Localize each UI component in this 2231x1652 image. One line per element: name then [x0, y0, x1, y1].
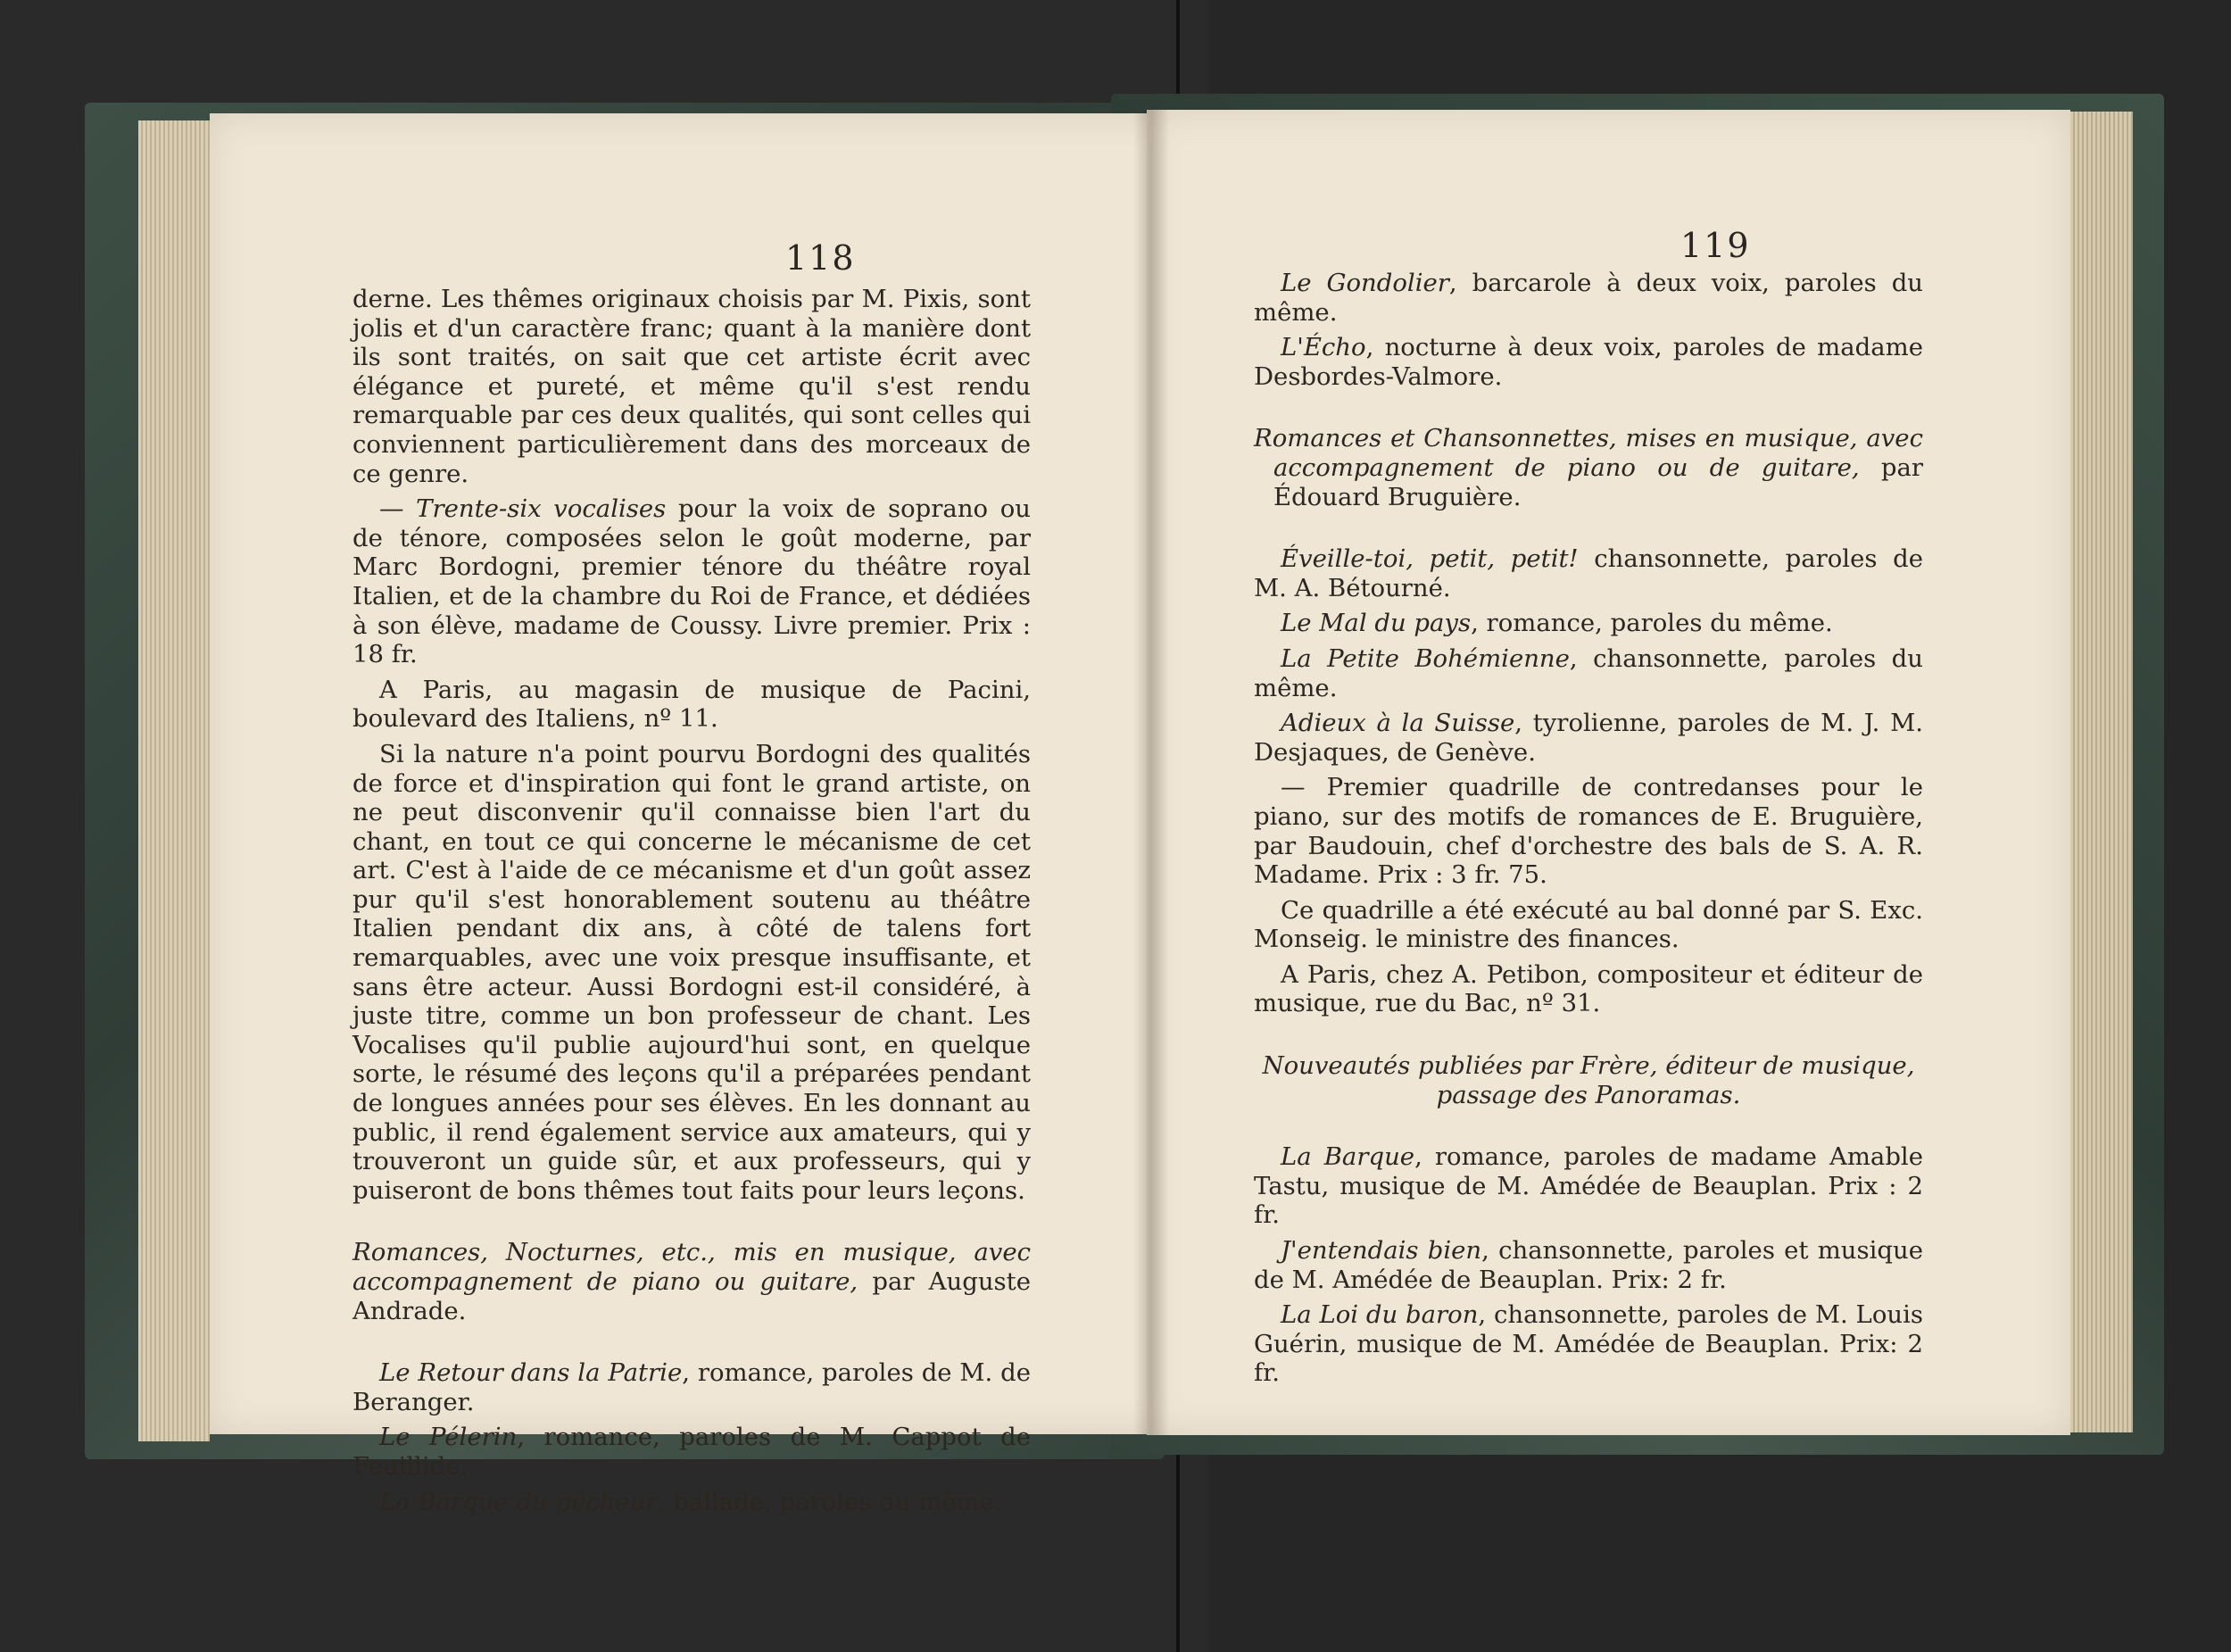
- page-number: 119: [1680, 226, 1751, 265]
- paragraph: J'entendais bien, chansonnette, paroles et musique de M. Amédée de Beauplan. Prix: 2 fr.: [1254, 1236, 1924, 1294]
- paragraph: A Paris, chez A. Petibon, compositeur et éditeur de musique, rue du Bac, nº 31.: [1254, 959, 1923, 1018]
- paragraph: La Barque, romance, paroles de madame Amable Tastu, musique de M. Amédée de Beauplan. Prix : 2 fr.: [1254, 1142, 1923, 1230]
- right-page: [1147, 110, 2070, 1435]
- paragraph: Si la nature n'a point pourvu Bordogni des qualités de force et d'inspiration qui font le grand artiste, on ne peut disconvenir qu'il connaisse bien l'art du chant, en tout ce qui concerne le mécanisme de cet art. C'est à l'aide de ce mécanisme et d'un goût assez pur qu'il s'est honorablement soutenu au théâtre Italien pendant dix ans, à côté de talens fort remarquables, avec une voix presque insuffisante, et sans être acteur. Aussi Bordogni est-il considéré, à juste titre, comme un bon professeur de chant. Les Vocalises qu'il publie aujourd'hui sont, en quelque sorte, le résumé des leçons qu'il a préparées pendant de longues années pour ses élèves. En les donnant au public, il rend également service aux amateurs, qui y trouveront un guide sûr, et aux professeurs, qui y puiseront de bons thêmes tout faits pour leurs leçons.: [352, 739, 1031, 1205]
- right-page-text: [1254, 269, 1923, 1394]
- paragraph: La Loi du baron, chansonnette, paroles de M. Louis Guérin, musique de M. Amédée de Beauplan. Prix: 2 fr.: [1254, 1300, 1923, 1388]
- page-number: 118: [785, 238, 856, 278]
- paragraph: Romances et Chansonnettes, mises en musique, avec accompagnement de piano ou de guitare, par Édouard Bruguière.: [1254, 424, 1924, 511]
- page-edges-left: [138, 120, 210, 1441]
- paragraph: Romances, Nocturnes, etc., mis en musique, avec accompagnement de piano ou guitare, par Auguste Andrade.: [352, 1238, 1031, 1325]
- book-gutter: [1133, 110, 1169, 1435]
- paragraph: Le Gondolier, barcarole à deux voix, paroles du même.: [1254, 269, 1924, 327]
- paragraph: Ce quadrille a été exécuté au bal donné par S. Exc. Monseig. le ministre des finances.: [1254, 895, 1923, 954]
- paragraph: — Premier quadrille de contredanses pour le piano, sur des motifs de romances de E. Bruguière, par Baudouin, chef d'orchestre des bals de S. A. R. Madame. Prix : 3 fr. 75.: [1254, 773, 1923, 890]
- paragraph: Le Pélerin, romance, paroles de M. Cappot de Feuillide.: [352, 1423, 1031, 1481]
- paragraph: Adieux à la Suisse, tyrolienne, paroles de M. J. M. Desjaques, de Genève.: [1254, 709, 1923, 767]
- left-page-text: [352, 285, 1031, 1523]
- paragraph: derne. Les thêmes originaux choisis par M. Pixis, sont jolis et d'un caractère franc; quant à la manière dont ils sont traités, on sait que cet artiste écrit avec élégance et pureté, et même qu'il s'est rendu remarquable par ces deux qualités, qui sont celles qui conviennent particulièrement dans des morceaux de ce genre.: [352, 285, 1031, 488]
- paragraph: Le Retour dans la Patrie, romance, paroles de M. de Beranger.: [352, 1358, 1032, 1416]
- paragraph: — Trente-six vocalises pour la voix de soprano ou de ténore, composées selon le goût moderne, par Marc Bordogni, premier ténore du théâtre royal Italien, et de la chambre du Roi de France, et dédiées à son élève, madame de Coussy. Livre premier. Prix : 18 fr.: [352, 494, 1032, 669]
- paragraph: Le Mal du pays, romance, paroles du même.: [1281, 609, 1833, 638]
- paragraph: Éveille-toi, petit, petit! chansonnette, paroles de M. A. Bétourné.: [1254, 544, 1923, 602]
- paragraph: La Petite Bohémienne, chansonnette, paroles du même.: [1254, 643, 1923, 702]
- open-book: [85, 94, 2164, 1516]
- paragraph: A Paris, au magasin de musique de Pacini, boulevard des Italiens, nº 11.: [352, 675, 1031, 734]
- paragraph: La Barque du pêcheur, ballade, paroles du même.: [379, 1487, 1002, 1516]
- left-page: [210, 113, 1227, 1516]
- paragraph: L'Écho, nocturne à deux voix, paroles de madame Desbordes-Valmore.: [1254, 333, 1923, 391]
- page-edges-right: [2070, 112, 2133, 1432]
- paragraph: Nouveautés publiées par Frère, éditeur de musique, passage des Panoramas.: [1262, 1051, 1915, 1109]
